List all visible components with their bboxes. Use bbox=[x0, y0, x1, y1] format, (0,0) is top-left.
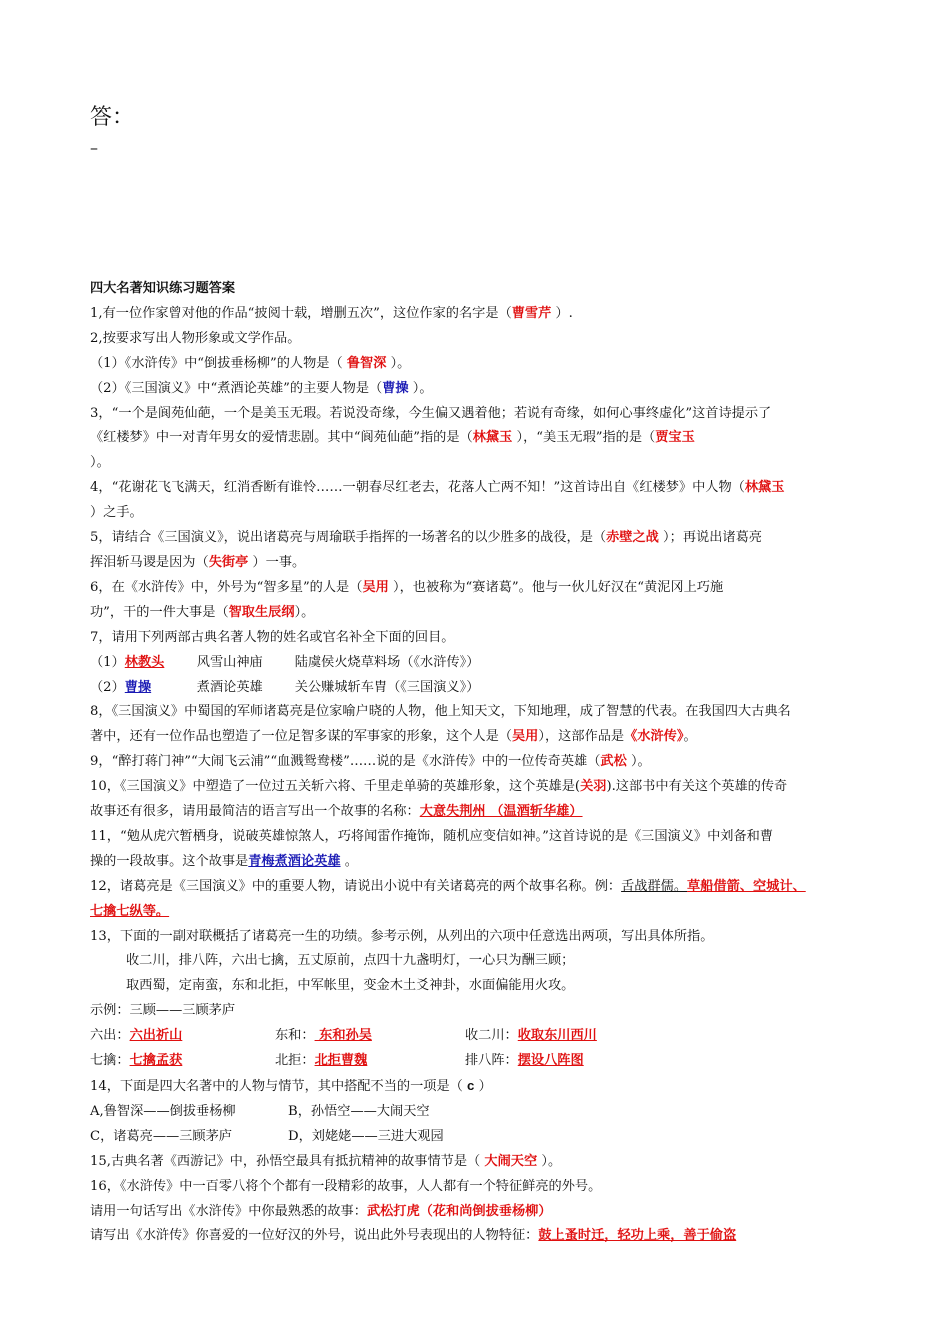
answer: 林黛玉 bbox=[472, 430, 513, 446]
q1: 1,有一位作家曾对他的作品“披阅十载，增删五次”，这位作家的名字是（曹雪芹 ）. bbox=[90, 305, 573, 321]
q4-line1: 4，“花谢花飞飞满天，红消香断有谁怜……一朝春尽红老去，花落人亡两不知！”这首诗出自《红楼梦》中人物（林黛玉 bbox=[90, 480, 785, 496]
q15: 15,古典名著《西游记》中，孙悟空最具有抵抗精神的故事情节是（ 大闹天空 ）。 bbox=[90, 1153, 562, 1169]
answer: 青梅煮酒论英雄 bbox=[248, 853, 341, 869]
q13-row2: 七擒：七擒孟获 北拒：北拒曹魏 排八阵：摆设八阵图 bbox=[90, 1053, 584, 1069]
couplet-line2: 取西蜀，定南蛮，东和北拒，中军帐里，变金木土爻神卦，水面偏能用火攻。 bbox=[126, 978, 575, 994]
doc-title: 四大名著知识练习题答案 bbox=[90, 281, 236, 296]
q13-row1: 六出：六出祈山 东和： 东和孙吴 收二川：收取东川西川 bbox=[90, 1028, 597, 1044]
q5-line1: 5，请结合《三国演义》，说出诸葛亮与周瑜联手指挥的一场著名的以少胜多的战役，是（赤壁之战 ）；再说出诸葛亮 bbox=[90, 530, 762, 546]
answer: 武松 bbox=[600, 754, 627, 770]
answer: 鼓上蚤时迁，轻功上乘，善于偷盗 bbox=[538, 1228, 737, 1244]
answer: 赤壁之战 bbox=[606, 530, 659, 546]
q12-line2 bbox=[90, 900, 890, 925]
couplet-line1: 收二川，排八阵，六出七擒，五丈原前，点四十九盏明灯，一心只为酬三顾； bbox=[126, 953, 575, 969]
answer: 东和孙吴 bbox=[314, 1028, 372, 1044]
q13-intro: 13，下面的一副对联概括了诸葛亮一生的功绩。参考示例，从列出的六项中任意选出两项，写出具体所指。 bbox=[90, 928, 714, 944]
q8-line2: 著中，还有一位作品也塑造了一位足智多谋的军事家的形象，这个人是（吴用），这部作品是《水浒传》。 bbox=[90, 729, 697, 745]
q14-options-ab: A,鲁智深——倒拔垂杨柳 B，孙悟空——大闹天空 bbox=[90, 1103, 430, 1119]
q16-line3: 请写出《水浒传》你喜爱的一位好汉的外号，说出此外号表现出的人物特征：鼓上蚤时迁，轻功上乘，善于偷盗 bbox=[90, 1228, 737, 1244]
answer-heading: 答： bbox=[90, 105, 135, 130]
q2-a: （1）《水浒传》中“倒拔垂杨柳”的人物是（ 鲁智深 ）。 bbox=[90, 355, 411, 371]
answer: 大意失荆州 （温酒斩华雄） bbox=[419, 804, 583, 820]
q11-line2: 操的一段故事。这个故事是青梅煮酒论英雄 。 bbox=[90, 853, 358, 869]
answer: 《水浒传》 bbox=[624, 729, 684, 745]
q2-b: （2）《三国演义》中“煮酒论英雄”的主要人物是（曹操 ）。 bbox=[90, 380, 433, 396]
q7-r2: （2）曹操 煮酒论英雄 关公赚城斩车胄（《三国演义》） bbox=[90, 679, 480, 695]
answer: 六出祈山 bbox=[129, 1028, 183, 1044]
answer: 贾宝玉 bbox=[655, 430, 695, 446]
q2-intro: 2,按要求写出人物形象或文学作品。 bbox=[90, 330, 301, 346]
answer: 失街亭 bbox=[208, 554, 249, 570]
answer: 曹操 bbox=[382, 380, 409, 396]
q12-line1: 12，诸葛亮是《三国演义》中的重要人物，请说出小说中有关诸葛亮的两个故事名称。例：舌战群儒。草船借箭、空城计、 bbox=[90, 878, 806, 894]
answer: 吴用 bbox=[512, 729, 539, 745]
answer: 草船借箭、空城计、 bbox=[687, 878, 806, 894]
q6-line1: 6，在《水浒传》中，外号为“智多星”的人是（吴用 ），也被称为“赛诸葛”。他与一伙儿好汉在“黄泥冈上巧施 bbox=[90, 579, 724, 595]
q14-options-cd: C，诸葛亮——三顾茅庐 D，刘姥姥——三进大观园 bbox=[90, 1128, 444, 1144]
answer: 七擒孟获 bbox=[129, 1053, 183, 1069]
example: 舌战群儒。 bbox=[621, 878, 688, 894]
answer: c bbox=[467, 1078, 475, 1093]
q3-line3: ）。 bbox=[90, 455, 110, 471]
answer: 吴用 bbox=[362, 579, 389, 595]
q11-line1: 11，“勉从虎穴暂栖身，说破英雄惊煞人，巧将闻雷作掩饰，随机应变信如神。”这首诗说的是《三国演义》中刘备和曹 bbox=[90, 828, 774, 844]
answer: 智取生辰纲 bbox=[228, 604, 295, 620]
q8-line1: 8，《三国演义》中蜀国的军师诸葛亮是位家喻户晓的人物，他上知天文，下知地理，成了智慧的代表。在我国四大古典名 bbox=[90, 704, 791, 720]
answer-dash: – bbox=[90, 138, 98, 157]
q14: 14，下面是四大名著中的人物与情节，其中搭配不当的一项是（ c ） bbox=[90, 1078, 492, 1094]
answer: 摆设八阵图 bbox=[517, 1053, 584, 1069]
q5-line2: 挥泪斩马谡是因为（失街亭 ）一事。 bbox=[90, 554, 306, 570]
q4-line2: ）之手。 bbox=[90, 505, 143, 521]
answer: 北拒曹魏 bbox=[314, 1053, 368, 1069]
q10-line1: 10，《三国演义》中塑造了一位过五关斩六将、千里走单骑的英雄形象，这个英雄是(关羽).这部书中有关这个英雄的传奇 bbox=[90, 779, 788, 795]
q3-line1: 3，“一个是阆苑仙葩，一个是美玉无瑕。若说没奇缘，今生偏又遇着他；若说有奇缘，如何心事终虚化”这首诗提示了 bbox=[90, 405, 772, 421]
answer: 林黛玉 bbox=[744, 480, 785, 496]
answer: 林教头 bbox=[124, 654, 165, 670]
q9: 9，“醉打蒋门神”“大闹飞云浦”“血溅鸳鸯楼”……说的是《水浒传》中的一位传奇英雄（武松 ）。 bbox=[90, 754, 651, 770]
q6-line2: 功”，干的一件大事是（智取生辰纲）。 bbox=[90, 604, 315, 620]
answer: 七擒七纵等。 bbox=[90, 903, 170, 919]
q7-r1: （1）林教头 风雪山神庙 陆虞侯火烧草料场（《水浒传》） bbox=[90, 654, 480, 670]
answer: 曹雪芹 bbox=[511, 305, 552, 321]
answer: 大闹天空 bbox=[484, 1153, 538, 1169]
answer: 收取东川西川 bbox=[517, 1028, 597, 1044]
document-body bbox=[90, 277, 890, 1249]
q3-line2: 《红楼梦》中一对青年男女的爱情悲剧。其中“阆苑仙葩”指的是（林黛玉 ），“美玉无瑕”指的是（贾宝玉 bbox=[90, 430, 695, 446]
answer: 武松打虎（花和尚倒拔垂杨柳） bbox=[366, 1203, 552, 1219]
q13-example: 示例：三顾——三顾茅庐 bbox=[90, 1003, 236, 1019]
answer: 鲁智深 bbox=[346, 355, 387, 371]
q7-intro: 7，请用下列两部古典名著人物的姓名或官名补全下面的回目。 bbox=[90, 629, 455, 645]
q10-line2: 故事还有很多，请用最简洁的语言写出一个故事的名称：大意失荆州 （温酒斩华雄） bbox=[90, 804, 583, 820]
answer: 关羽 bbox=[580, 779, 607, 795]
q16-line2: 请用一句话写出《水浒传》中你最熟悉的故事：武松打虎（花和尚倒拔垂杨柳） bbox=[90, 1203, 552, 1219]
answer: 曹操 bbox=[124, 679, 152, 695]
q16-intro: 16，《水浒传》中一百零八将个个都有一段精彩的故事，人人都有一个特征鲜亮的外号。 bbox=[90, 1178, 602, 1194]
